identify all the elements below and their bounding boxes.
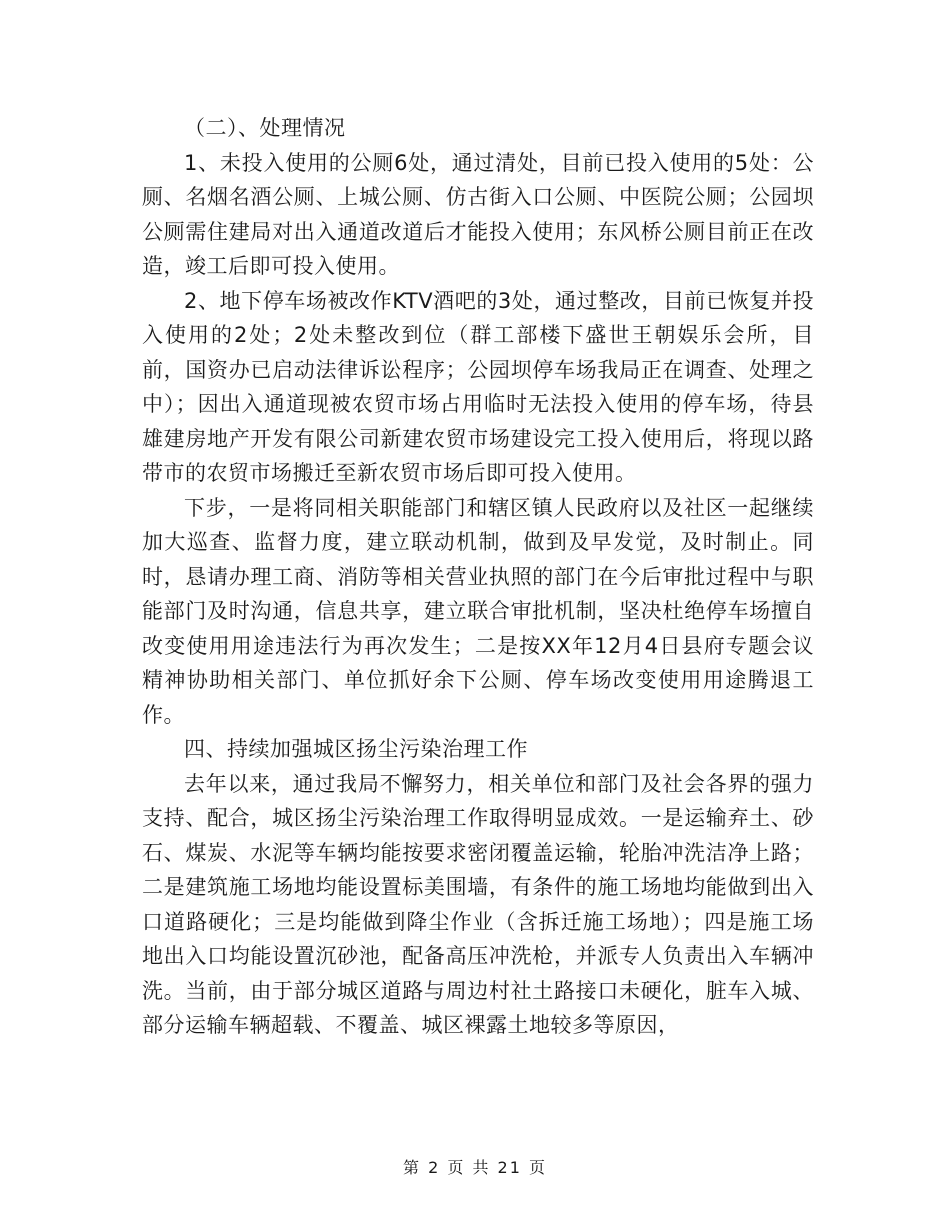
footer-page-number: 2 [428,1158,441,1177]
paragraph-parking: 2、地下停车场被改作KTV酒吧的3处，通过整改，目前已恢复并投入使用的2处；2处未整改到位（群工部楼下盛世王朝娱乐会所，目前，国资办已启动法律诉讼程序；公园坝停车场我局正在调查、处理之中）；因出入通道现被农贸市场占用临时无法投入使用的停车场，待县雄建房地产开发有限公司新建农贸市场建设完工投入使用后，将现以路带市的农贸市场搬迁至新农贸市场后即可投入使用。 [142,288,814,485]
paragraph-toilets: 1、未投入使用的公厕6处，通过清处，目前已投入使用的5处：公厕、名烟名酒公厕、上城公厕、仿古街入口公厕、中医院公厕；公园坝公厕需住建局对出入通道改道后才能投入使用；东风桥公厕目前正在改造，竣工后即可投入使用。 [142,150,814,278]
footer-prefix: 第 [402,1158,421,1177]
footer-middle: 页 共 [447,1158,491,1177]
page-footer [0,1155,950,1178]
document-body [142,111,814,1043]
footer-suffix: 页 [529,1158,548,1177]
section-heading-dust: 四、持续加强城区扬尘污染治理工作 [184,737,528,761]
paragraph-dust: 去年以来，通过我局不懈努力，相关单位和部门及社会各界的强力支持、配合，城区扬尘污染治理工作取得明显成效。一是运输弃土、砂石、煤炭、水泥等车辆均能按要求密闭覆盖运输，轮胎冲洗洁净上路；二是建筑施工场地均能设置标美围墙，有条件的施工场地均能做到出入口道路硬化；三是均能做到降尘作业（含拆迁施工场地）；四是施工场地出入口均能设置沉砂池，配备高压冲洗枪，并派专人负责出入车辆冲洗。当前，由于部分城区道路与周边村社土路接口未硬化，脏车入城、部分运输车辆超载、不覆盖、城区裸露土地较多等原因， [142,771,814,1037]
paragraph-next-steps: 下步，一是将同相关职能部门和辖区镇人民政府以及社区一起继续加大巡查、监督力度，建立联动机制，做到及早发觉，及时制止。同时，恳请办理工商、消防等相关营业执照的部门在今后审批过程中与职能部门及时沟通，信息共享，建立联合审批机制，坚决杜绝停车场擅自改变使用用途违法行为再次发生；二是按XX年12月4日县府专题会议精神协助相关部门、单位抓好余下公厕、停车场改变使用用途腾退工作。 [142,495,814,727]
footer-total-pages: 21 [497,1158,522,1177]
section-heading-handling: （二）、处理情况 [184,116,346,140]
